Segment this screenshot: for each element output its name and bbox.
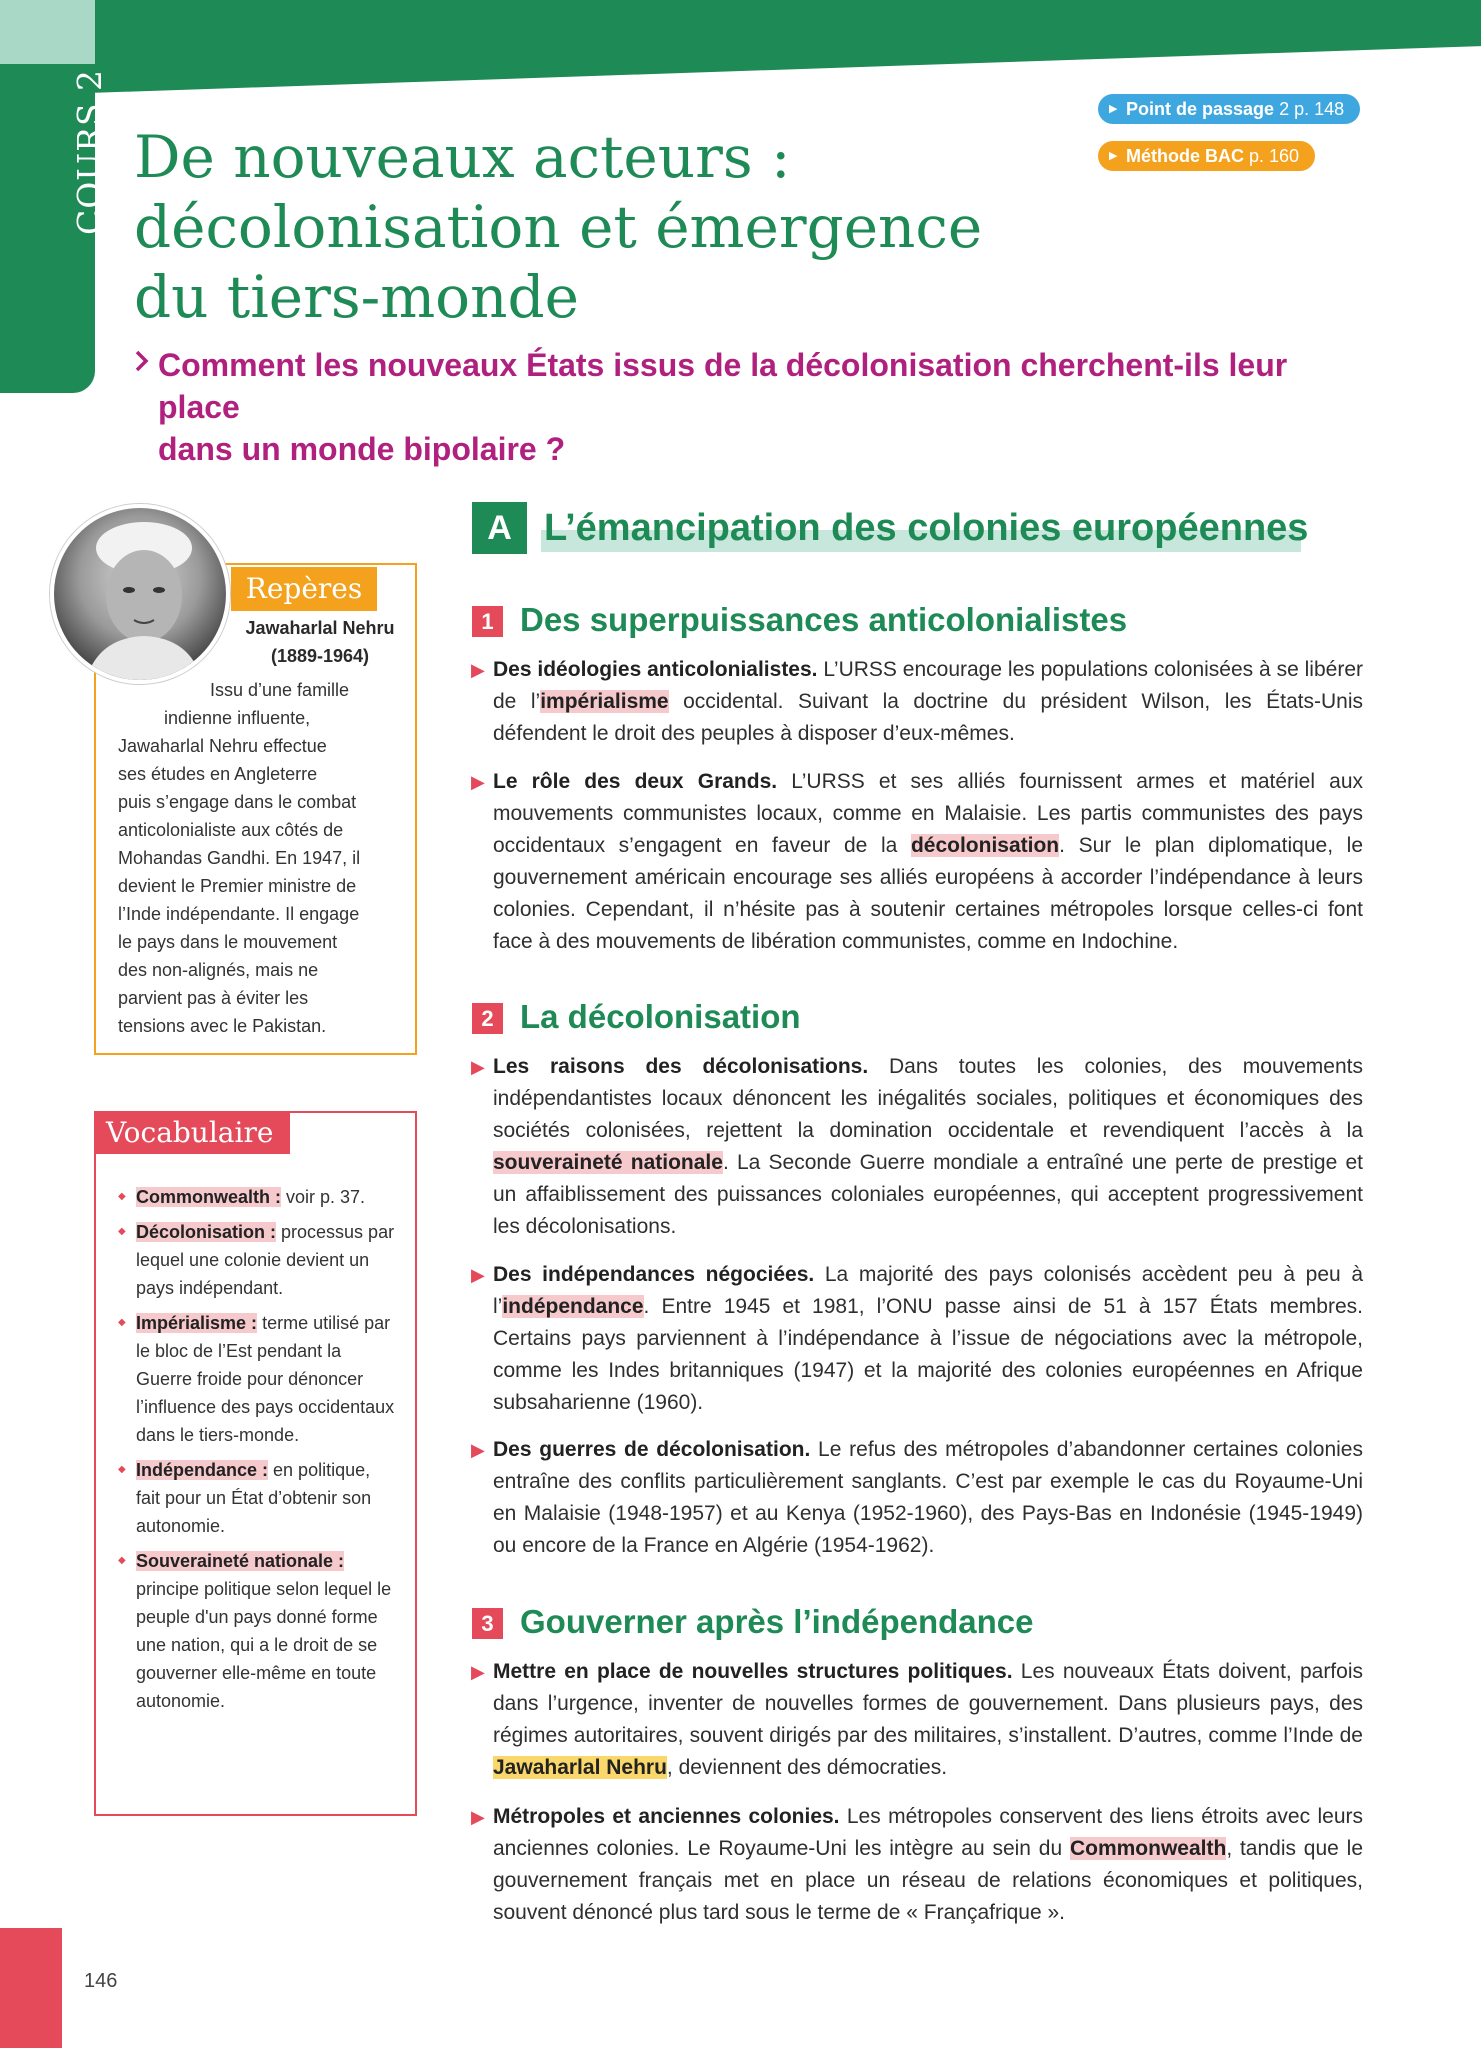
- vocab-term: Souveraineté nationale :: [136, 1551, 345, 1571]
- link-lead: Point de passage: [1126, 99, 1275, 119]
- text-line: Mohandas Gandhi. En 1947, il: [118, 848, 361, 868]
- paragraph-text: . Entre 1945 et 1981, l’ONU passe ainsi de 51 à 157 États membres. Certains pays parviennent à l’indépendance à l’issue de négociations avec la métropole, comme les Indes britanniques (1947) et la majorité des colonies européennes en Afrique subsaharienne (1960).: [493, 1295, 1363, 1414]
- section-letter: A: [472, 502, 527, 554]
- vocab-item: [118, 1183, 398, 1211]
- person-dates: (1889-1964): [270, 646, 370, 666]
- paragraph-text: Les métropoles conservent des liens étroits avec leurs anciennes colonies. Le Royaume-Uni les intègre au sein du: [493, 1805, 1363, 1860]
- text-line: ses études en Angleterre: [118, 764, 318, 784]
- link-lead: Méthode BAC: [1126, 146, 1244, 166]
- reperes-person: [235, 614, 405, 670]
- top-corner-accent: [0, 0, 95, 64]
- title-line-3: du tiers-monde: [134, 263, 579, 331]
- text-line: parvient pas à éviter les: [118, 988, 309, 1008]
- bullet-arrow-icon: ▶: [471, 1265, 485, 1285]
- vocab-term: Décolonisation :: [136, 1222, 277, 1242]
- paragraph: [471, 766, 1363, 958]
- vocab-item: [118, 1218, 398, 1302]
- subsection-number: 1: [472, 606, 503, 637]
- vocab-term: Impérialisme :: [136, 1313, 258, 1333]
- reperes-text: [118, 676, 408, 1040]
- paragraph-text: La majorité des pays colonisés accèdent peu à peu à l’: [493, 1263, 1363, 1318]
- nehru-portrait: [50, 504, 230, 684]
- footer-accent: [0, 1928, 62, 2048]
- subsection-title: La décolonisation: [520, 998, 801, 1035]
- point-de-passage-link[interactable]: [1098, 94, 1360, 124]
- paragraph: [471, 1051, 1363, 1243]
- reperes-highlight: Jawaharlal Nehru: [493, 1756, 667, 1779]
- bullet-arrow-icon: ▶: [471, 772, 485, 792]
- paragraph-text: . La Seconde Guerre mondiale a entraîné une perte de prestige et un affaiblissement des puissances coloniales européennes, qui acceptent progressivement les décolonisations.: [493, 1151, 1363, 1238]
- page-number: 146: [84, 1970, 118, 1992]
- vocab-highlight: Commonwealth: [1069, 1837, 1227, 1860]
- vocab-def: en politique, fait pour un État d’obtenir son autonomie.: [136, 1460, 372, 1536]
- subsection-number: 2: [472, 1003, 503, 1034]
- vocab-highlight: indépendance: [502, 1295, 644, 1318]
- question-line-1: Comment les nouveaux États issus de la décolonisation cherchent-ils leur place: [158, 347, 1288, 425]
- title-line-2: décolonisation et émergence: [134, 193, 983, 261]
- bullet-arrow-icon: ▶: [471, 1057, 485, 1077]
- vocab-def: processus par lequel une colonie devient un pays indépendant.: [136, 1222, 395, 1298]
- person-name: Jawaharlal Nehru: [245, 618, 395, 638]
- text-line: puis s’engage dans le combat: [118, 792, 357, 812]
- text-line: Jawaharlal Nehru effectue: [118, 736, 327, 756]
- text-line: Issu d’une famille: [210, 680, 350, 700]
- link-ref: p. 160: [1249, 146, 1300, 166]
- vocab-item: [118, 1456, 398, 1540]
- paragraph-lead: Mettre en place de nouvelles structures politiques.: [493, 1660, 1013, 1683]
- vocab-def: principe politique selon lequel le peuple d'un pays donné forme une nation, qui a le droit de se gouverner elle-même en toute autonomie.: [136, 1579, 392, 1711]
- vocab-highlight: impérialisme: [540, 690, 669, 713]
- text-line: indienne influente,: [164, 708, 311, 728]
- vocab-term: Commonwealth :: [136, 1187, 282, 1207]
- section-title: L’émancipation des colonies européennes: [544, 507, 1309, 549]
- paragraph-text: Les nouveaux États doivent, parfois dans l’urgence, inventer de nouvelles formes de gouvernement. Dans plusieurs pays, des régimes autoritaires, souvent dirigés par des militaires, s’installent. D’autres, comme l’Inde de: [493, 1660, 1363, 1747]
- bullet-arrow-icon: ▶: [471, 660, 485, 680]
- text-line: tensions avec le Pakistan.: [118, 1016, 327, 1036]
- paragraph-text: occidental. Suivant la doctrine du président Wilson, les États-Unis défendent le droit des peuples à disposer d’eux-mêmes.: [493, 690, 1363, 745]
- bullet-arrow-icon: ▶: [471, 1662, 485, 1682]
- vocabulaire-list: [118, 1183, 398, 1722]
- paragraph-lead: Des guerres de décolonisation.: [493, 1438, 811, 1461]
- vocabulaire-label: Vocabulaire: [94, 1111, 290, 1154]
- subsection-title: Gouverner après l’indépendance: [520, 1603, 1034, 1640]
- vocab-def: terme utilisé par le bloc de l’Est pendant la Guerre froide pour dénoncer l’influence des pays occidentaux dans le tiers-monde.: [136, 1313, 395, 1445]
- paragraph-text: , tandis que le gouvernement français met en place un réseau de relations économiques et politiques, souvent dénoncé plus tard sous le terme de « Françafrique ».: [493, 1837, 1363, 1924]
- paragraph-text: , deviennent des démocraties.: [666, 1756, 948, 1779]
- paragraph-text: Dans toutes les colonies, des mouvements indépendantistes locaux dénoncent les inégalités sociales, politiques et économiques des sociétés colonisées, rejettent la domination occidentale et revendiquent l’accès à la: [493, 1055, 1363, 1142]
- vocab-highlight: souveraineté nationale: [493, 1151, 723, 1174]
- methode-bac-link[interactable]: [1098, 141, 1315, 171]
- paragraph: [471, 654, 1363, 750]
- paragraph: [471, 1259, 1363, 1419]
- paragraph-lead: Le rôle des deux Grands.: [493, 770, 778, 793]
- subsection-title: Des superpuissances anticolonialistes: [520, 601, 1128, 638]
- vocab-highlight: décolonisation: [910, 834, 1060, 857]
- paragraph-lead: Métropoles et anciennes colonies.: [493, 1805, 840, 1828]
- paragraph-lead: Les raisons des décolonisations.: [493, 1055, 869, 1078]
- paragraph: [471, 1801, 1363, 1929]
- vocab-item: [118, 1309, 398, 1449]
- paragraph-lead: Des indépendances négociées.: [493, 1263, 815, 1286]
- vocab-term: Indépendance :: [136, 1460, 269, 1480]
- subsection-number: 3: [472, 1608, 503, 1639]
- title-line-1: De nouveaux acteurs :: [134, 123, 791, 191]
- bullet-arrow-icon: ▶: [471, 1807, 485, 1827]
- text-line: le pays dans le mouvement: [118, 932, 338, 952]
- link-ref: 2 p. 148: [1279, 99, 1345, 119]
- text-line: l’Inde indépendante. Il engage: [118, 904, 360, 924]
- text-line: anticolonialiste aux côtés de: [118, 820, 344, 840]
- paragraph-lead: Des idéologies anticolonialistes.: [493, 658, 818, 681]
- vocab-def: voir p. 37.: [281, 1187, 366, 1207]
- vocab-item: [118, 1547, 398, 1715]
- paragraph-text: L’URSS et ses alliés fournissent armes et matériel aux mouvements communistes locaux, comme en Malaisie. Les partis communistes des pays occidentaux s’engagent en faveur de la: [493, 770, 1363, 857]
- bullet-arrow-icon: ▶: [471, 1440, 485, 1460]
- text-line: devient le Premier ministre de: [118, 876, 357, 896]
- question-line-2: dans un monde bipolaire ?: [158, 431, 566, 467]
- paragraph-text: . Sur le plan diplomatique, le gouvernement américain encourage ses alliés européens à accorder l’indépendance à leurs colonies. Cependant, il n’hésite pas à soutenir certaines métropoles lorsque celles-ci font face à des mouvements de libération communistes, comme en Indochine.: [493, 834, 1364, 953]
- reperes-label: Repères: [231, 567, 377, 611]
- page-title: [134, 122, 1034, 332]
- text-line: des non-alignés, mais ne: [118, 960, 319, 980]
- paragraph-text: Le refus des métropoles d’abandonner certaines colonies entraîne des conflits particulièrement sanglants. C’est par exemple le cas du Royaume-Uni en Malaisie (1948-1957) et au Kenya (1952-1960), des Pays-Bas en Indonésie (1945-1949) ou encore de la France en Algérie (1954-1962).: [493, 1438, 1363, 1557]
- chevron-right-icon: [134, 344, 150, 386]
- paragraph: [471, 1656, 1363, 1784]
- paragraph-text: L’URSS encourage les populations colonisées à se libérer de l’: [493, 658, 1363, 713]
- paragraph: [471, 1434, 1363, 1562]
- problem-question: [134, 344, 1374, 470]
- chapter-tab-label: COURS 2: [70, 68, 109, 235]
- top-banner: [0, 0, 1481, 96]
